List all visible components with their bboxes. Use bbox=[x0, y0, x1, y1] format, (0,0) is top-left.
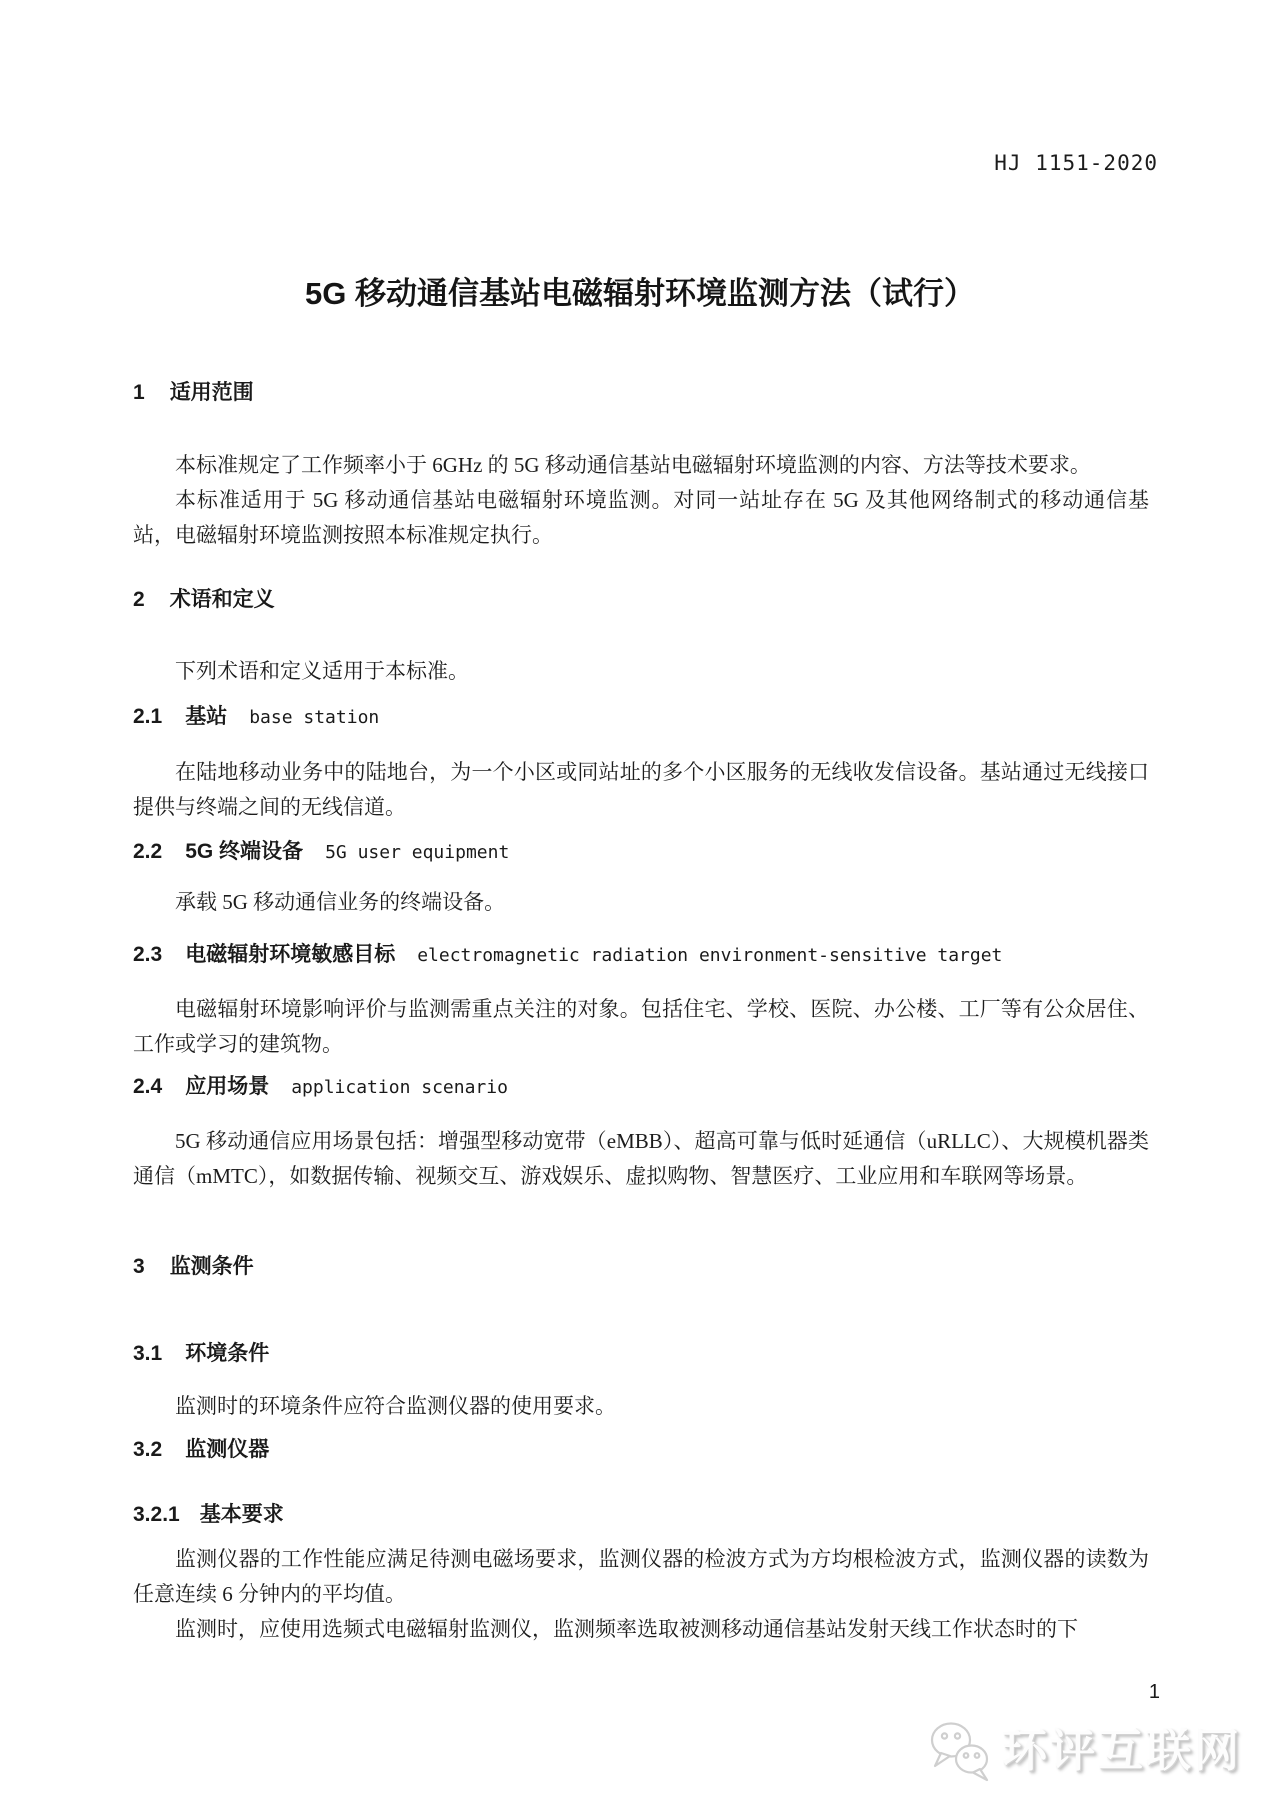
term-zh: 电磁辐射环境敏感目标 bbox=[185, 943, 396, 966]
term-2-4-definition bbox=[133, 1124, 1149, 1194]
section-3-1-body bbox=[133, 1389, 1149, 1424]
section-title: 环境条件 bbox=[185, 1342, 270, 1365]
section-3-2-1-heading bbox=[133, 1503, 284, 1527]
document-code: HJ 1151-2020 bbox=[994, 151, 1158, 175]
section-number: 3.2.1 bbox=[133, 1503, 180, 1526]
page-number: 1 bbox=[1148, 1681, 1160, 1703]
section-1-body bbox=[133, 448, 1149, 553]
term-zh: 5G 终端设备 bbox=[185, 840, 304, 863]
term-zh: 应用场景 bbox=[185, 1075, 270, 1098]
paragraph: 电磁辐射环境影响评价与监测需重点关注的对象。包括住宅、学校、医院、办公楼、工厂等有公众居住、工作或学习的建筑物。 bbox=[133, 997, 1149, 1056]
paragraph: 监测时，应使用选频式电磁辐射监测仪，监测频率选取被测移动通信基站发射天线工作状态时的下 bbox=[175, 1617, 1078, 1641]
paragraph: 承载 5G 移动通信业务的终端设备。 bbox=[175, 890, 506, 914]
wechat-icon bbox=[928, 1716, 992, 1786]
section-3-1-heading bbox=[133, 1342, 269, 1366]
section-1-heading bbox=[133, 381, 254, 405]
term-en: 5G user equipment bbox=[325, 842, 510, 863]
term-2-3-definition bbox=[133, 992, 1149, 1062]
watermark bbox=[928, 1716, 1242, 1786]
paragraph: 监测仪器的工作性能应满足待测电磁场要求，监测仪器的检波方式为方均根检波方式，监测仪器的读数为任意连续 6 分钟内的平均值。 bbox=[133, 1547, 1149, 1606]
term-number: 2.2 bbox=[133, 840, 163, 863]
paragraph: 在陆地移动业务中的陆地台，为一个小区或同站址的多个小区服务的无线收发信设备。基站通过无线接口提供与终端之间的无线信道。 bbox=[133, 760, 1149, 819]
term-number: 2.4 bbox=[133, 1075, 163, 1098]
section-title: 监测仪器 bbox=[185, 1438, 270, 1461]
term-2-2-heading bbox=[133, 840, 509, 865]
section-number: 2 bbox=[133, 588, 145, 611]
term-2-1-heading bbox=[133, 705, 379, 730]
term-2-1-definition bbox=[133, 755, 1149, 825]
term-en: base station bbox=[249, 707, 380, 728]
term-2-2-definition bbox=[133, 885, 1149, 920]
section-title: 监测条件 bbox=[169, 1255, 254, 1278]
section-title: 基本要求 bbox=[199, 1503, 284, 1526]
term-en: application scenario bbox=[291, 1077, 508, 1098]
paragraph: 本标准适用于 5G 移动通信基站电磁辐射环境监测。对同一站址存在 5G 及其他网络制式的移动通信基站，电磁辐射环境监测按照本标准规定执行。 bbox=[133, 488, 1149, 547]
term-2-3-heading bbox=[133, 943, 1002, 968]
paragraph: 5G 移动通信应用场景包括：增强型移动宽带（eMBB）、超高可靠与低时延通信（uRLLC）、大规模机器类通信（mMTC），如数据传输、视频交互、游戏娱乐、虚拟购物、智慧医疗、工业应用和车联网等场景。 bbox=[133, 1129, 1149, 1188]
term-2-4-heading bbox=[133, 1075, 508, 1100]
paragraph: 监测时的环境条件应符合监测仪器的使用要求。 bbox=[175, 1394, 616, 1418]
paragraph: 下列术语和定义适用于本标准。 bbox=[175, 659, 469, 683]
paragraph: 本标准规定了工作频率小于 6GHz 的 5G 移动通信基站电磁辐射环境监测的内容、方法等技术要求。 bbox=[175, 453, 1091, 477]
section-3-2-1-body bbox=[133, 1542, 1149, 1647]
section-number: 1 bbox=[133, 381, 145, 404]
term-en: electromagnetic radiation environment-sensitive target bbox=[417, 945, 1003, 966]
section-2-intro bbox=[133, 654, 1149, 689]
section-title: 适用范围 bbox=[169, 381, 254, 404]
section-2-heading bbox=[133, 588, 275, 612]
term-number: 2.3 bbox=[133, 943, 163, 966]
section-number: 3.1 bbox=[133, 1342, 163, 1365]
document-title: 5G 移动通信基站电磁辐射环境监测方法（试行） bbox=[305, 276, 975, 311]
term-number: 2.1 bbox=[133, 705, 163, 728]
section-3-2-heading bbox=[133, 1438, 269, 1462]
term-zh: 基站 bbox=[185, 705, 228, 728]
section-title: 术语和定义 bbox=[169, 588, 275, 611]
section-number: 3.2 bbox=[133, 1438, 163, 1461]
watermark-text: 环评互联网 bbox=[1001, 1725, 1242, 1776]
section-number: 3 bbox=[133, 1255, 145, 1278]
section-3-heading bbox=[133, 1255, 254, 1279]
